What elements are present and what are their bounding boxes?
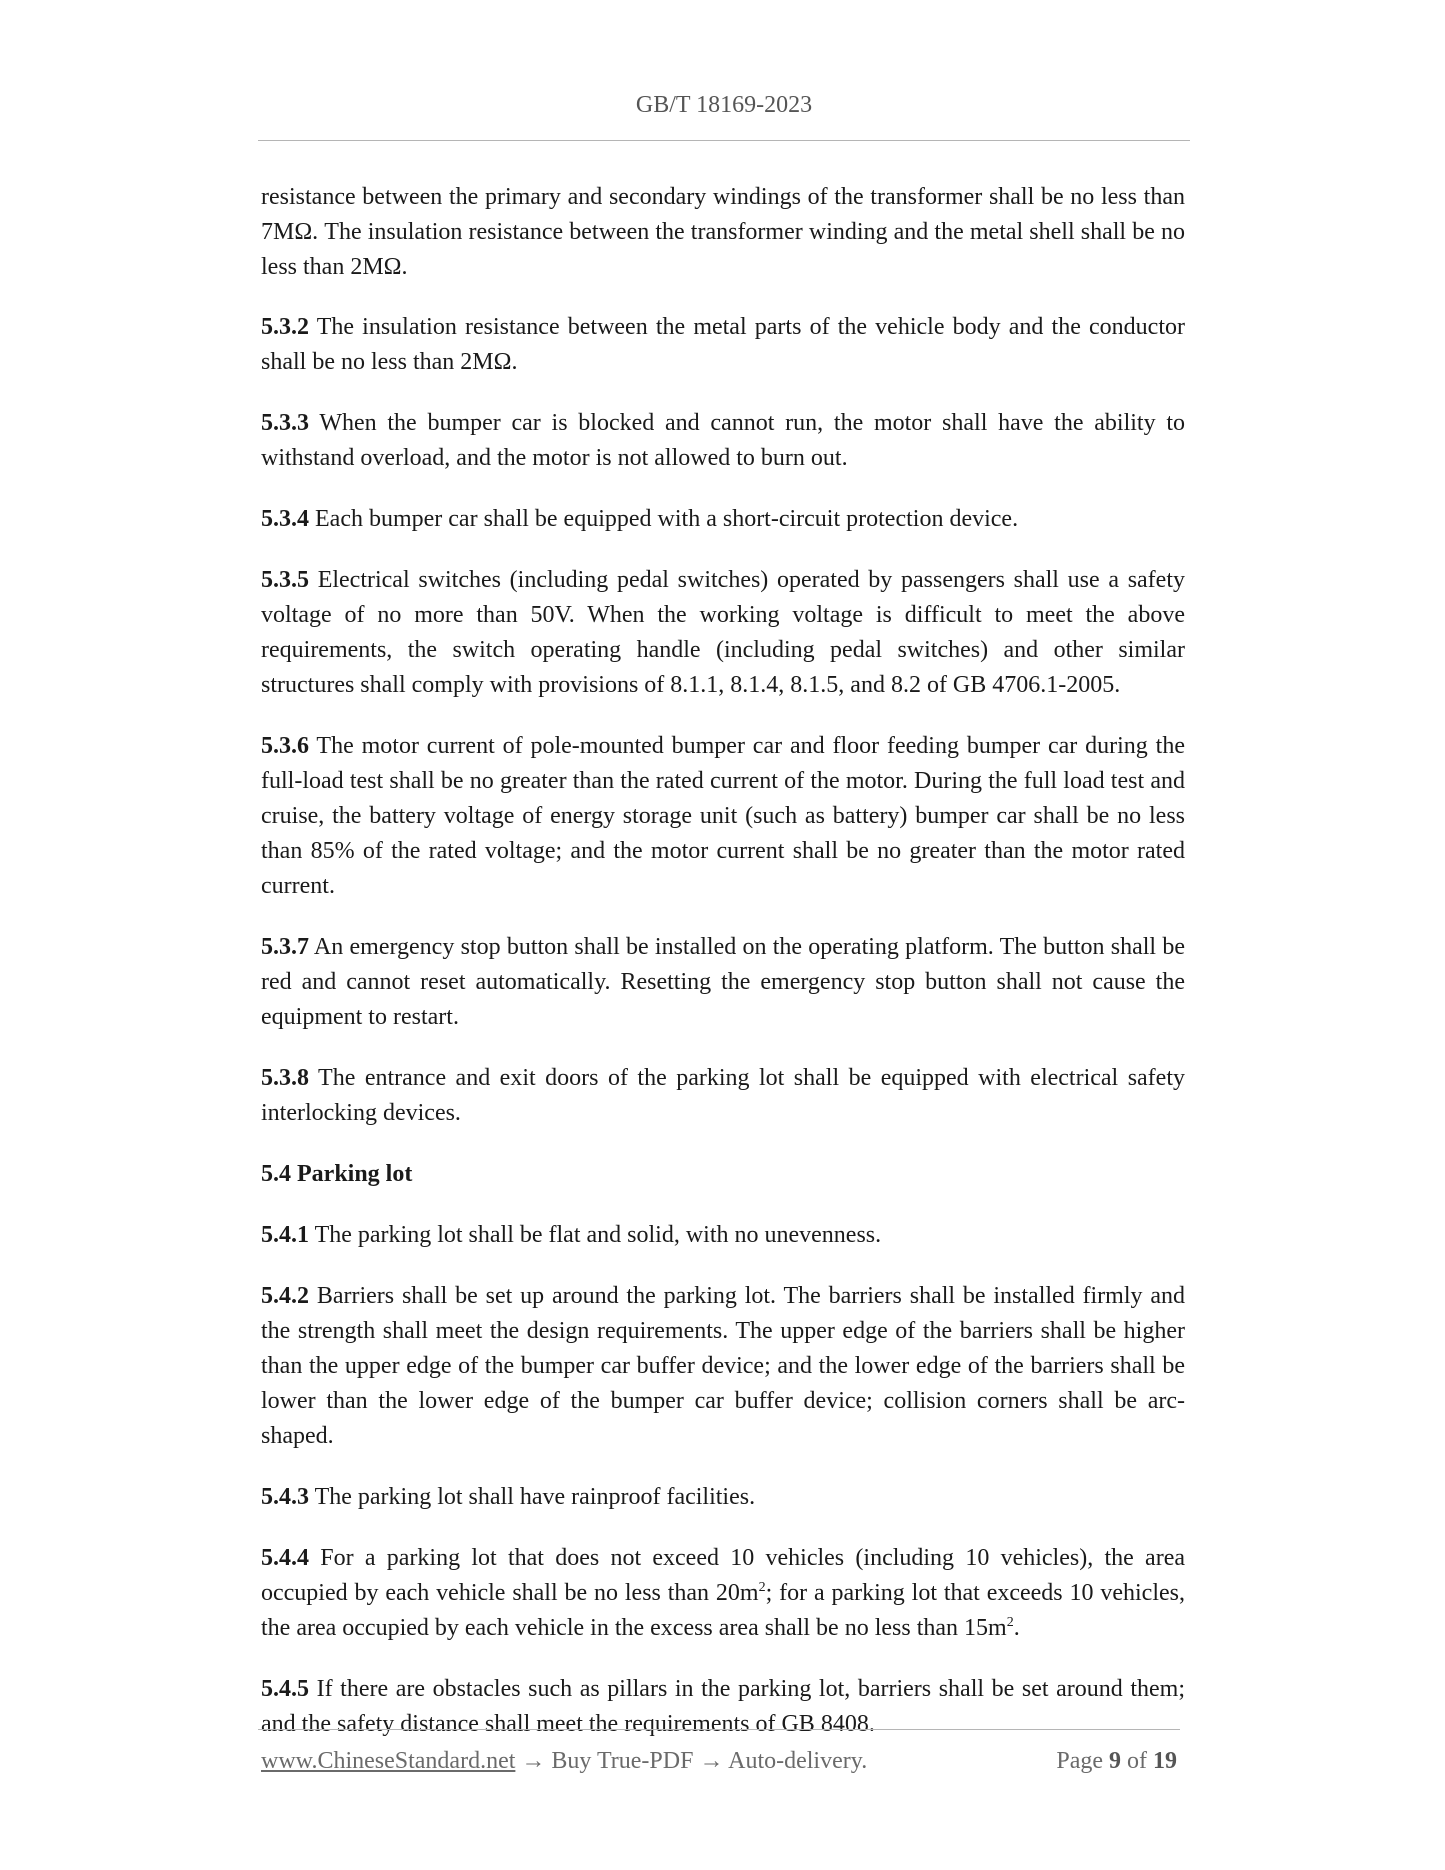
clause-5-3-8 (261, 1061, 1185, 1131)
document-body (261, 180, 1185, 1768)
paragraph-continuation: resistance between the primary and secondary windings of the transformer shall be no less than 7MΩ. The insulation resistance between the transformer winding and the metal shell shall be no less than 2MΩ. (261, 184, 1185, 280)
page-footer (261, 1748, 1177, 1775)
clause-5-3-3 (261, 406, 1185, 476)
clause-5-4-3 (261, 1480, 1185, 1515)
page-number: 9 (1109, 1748, 1121, 1774)
clause-text: Each bumper car shall be equipped with a short-circuit protection device. (309, 506, 1019, 532)
clause-text: Electrical switches (including pedal switches) operated by passengers shall use a safety voltage of no more than 50V. When the working voltage is difficult to meet the above requirements, the switch operating handle (including pedal switches) and other similar structures shall comply with provisions of 8.1.1, 8.1.4, 8.1.5, and 8.2 of GB 4706.1-2005. (261, 567, 1185, 698)
clause-text: The entrance and exit doors of the parking lot shall be equipped with electrical safety interlocking devices. (261, 1065, 1185, 1126)
clause-5-3-4 (261, 502, 1185, 537)
clause-5-4-5 (261, 1672, 1185, 1742)
page-label: Page (1056, 1748, 1109, 1774)
document-header: GB/T 18169-2023 (635, 92, 813, 118)
footer-divider (258, 1729, 1180, 1730)
clause-number: 5.4.1 (261, 1222, 309, 1248)
clause-number: 5.3.6 (261, 733, 309, 759)
header-divider (258, 140, 1190, 141)
clause-5-4-4 (261, 1541, 1185, 1646)
superscript: 2 (1006, 1615, 1014, 1630)
clause-text: The insulation resistance between the metal parts of the vehicle body and the conductor shall be no less than 2MΩ. (261, 314, 1185, 375)
clause-5-3-7 (261, 930, 1185, 1035)
clause-number: 5.3.3 (261, 410, 309, 436)
clause-number: 5.4.5 (261, 1676, 309, 1702)
website-link[interactable]: www.ChineseStandard.net (261, 1748, 516, 1774)
clause-5-4-1 (261, 1218, 1185, 1253)
clause-text: When the bumper car is blocked and cannot run, the motor shall have the ability to withstand overload, and the motor is not allowed to burn out. (261, 410, 1185, 471)
clause-text: The motor current of pole-mounted bumper car and floor feeding bumper car during the full-load test shall be no greater than the rated current of the motor. During the full load test and cruise, the battery voltage of energy storage unit (such as battery) bumper car shall be no less than 85% of the rated voltage; and the motor current shall be no greater than the motor rated current. (261, 733, 1185, 899)
clause-text: For a parking lot that does not exceed 10 vehicles (including 10 vehicles), the area occupied by each vehicle shall be no less than 20m (261, 1545, 1185, 1606)
clause-text: Barriers shall be set up around the parking lot. The barriers shall be installed firmly and the strength shall meet the design requirements. The upper edge of the barriers shall be higher than the upper edge of the bumper car buffer device; and the lower edge of the barriers shall be lower than the lower edge of the bumper car buffer device; collision corners shall be arc-shaped. (261, 1283, 1185, 1449)
clause-text: If there are obstacles such as pillars in the parking lot, barriers shall be set around them; and the safety distance shall meet the requirements of GB 8408. (261, 1676, 1185, 1737)
clause-5-3-6 (261, 729, 1185, 904)
clause-number: 5.4.4 (261, 1545, 309, 1571)
page-total: 19 (1153, 1748, 1177, 1774)
clause-number: 5.4.2 (261, 1283, 309, 1309)
superscript: 2 (758, 1580, 766, 1595)
clause-number: 5.3.7 (261, 934, 309, 960)
clause-number: 5.3.8 (261, 1065, 309, 1091)
clause-5-3-5 (261, 563, 1185, 703)
clause-text: ; for a parking lot that exceeds 10 vehicles, the area occupied by each vehicle in the excess area shall be no less than 15m (261, 1580, 1185, 1641)
section-heading-5-4: 5.4 Parking lot (261, 1161, 413, 1187)
clause-text: The parking lot shall be flat and solid, with no unevenness. (309, 1222, 882, 1248)
page-indicator (1056, 1748, 1177, 1775)
of-label: of (1121, 1748, 1153, 1774)
clause-5-4-2 (261, 1279, 1185, 1454)
clause-text: The parking lot shall have rainproof facilities. (309, 1484, 756, 1510)
clause-number: 5.3.2 (261, 314, 309, 340)
clause-text: An emergency stop button shall be installed on the operating platform. The button shall be red and cannot reset automatically. Resetting the emergency stop button shall not cause the equipment to restart. (261, 934, 1185, 1030)
clause-number: 5.3.4 (261, 506, 309, 532)
clause-number: 5.4.3 (261, 1484, 309, 1510)
clause-number: 5.3.5 (261, 567, 309, 593)
clause-text: . (1013, 1615, 1020, 1641)
clause-5-3-2 (261, 310, 1185, 380)
footer-tagline: → Buy True-PDF → Auto-delivery. (515, 1748, 868, 1774)
